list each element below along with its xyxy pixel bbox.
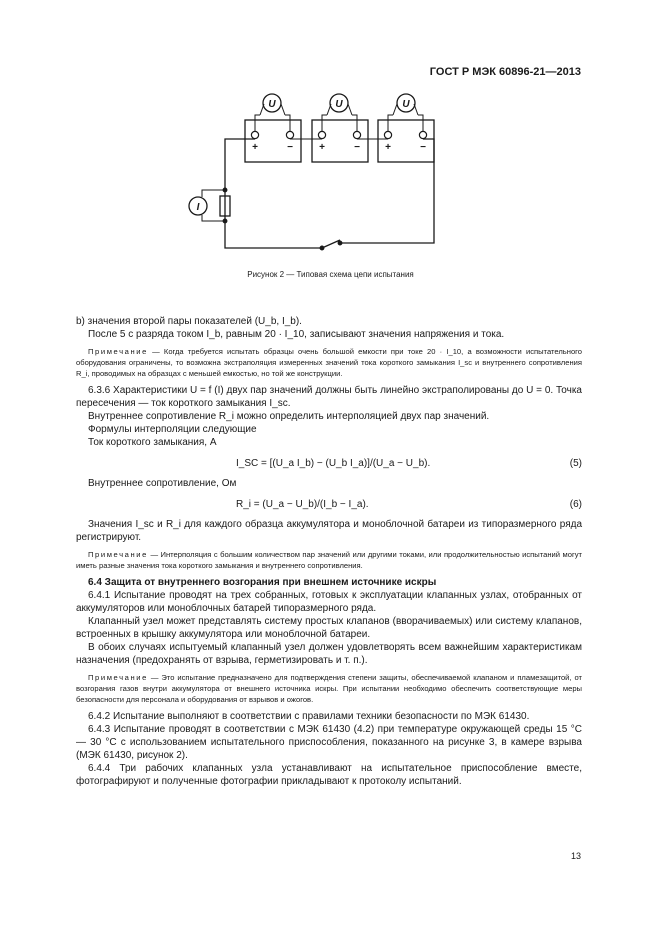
battery-cell-2 bbox=[312, 120, 368, 162]
paragraph-internal-resistance: Внутреннее сопротивление R_i можно определить интерполяцией двух пар значений. bbox=[88, 411, 490, 422]
formula-5-expression: I_SC = [(U_a I_b) − (U_b I_a)]/(U_a − U_b). bbox=[236, 458, 431, 469]
figure-caption: Рисунок 2 — Типовая схема цепи испытания bbox=[247, 270, 414, 279]
paragraph-6-4-3: 6.4.3 Испытание проводят в соответствии с МЭК 61430 (4.2) при температуре окружающей среды 15 °С — 30 °С с использованием испытательного приспособления, показанного на рисунке 3, в камере взрыва (МЭК 61430, рисунок 2). bbox=[76, 724, 582, 761]
note-label: Примечание bbox=[88, 550, 148, 559]
voltmeter-1-symbol: U bbox=[268, 99, 276, 110]
battery-cell-1 bbox=[245, 120, 301, 162]
note-2-text: — Интерполяция с большим количеством пар значений или другими токами, или продолжительностью испытаний могут иметь разные значения тока короткого замыкания и внутреннего сопротивления. bbox=[76, 550, 582, 570]
minus-sign-1: − bbox=[287, 142, 293, 153]
paragraph-6-3-6: 6.3.6 Характеристики U = f (I) двух пар значений должны быть линейно экстраполированы до U = 0. Точка пересечения — ток короткого замыкания I_sc. bbox=[76, 385, 582, 409]
ammeter-symbol: I bbox=[196, 202, 200, 213]
note-label: Примечание bbox=[88, 673, 148, 682]
paragraph-6-4-4: 6.4.4 Три рабочих клапанных узла устанавливают на испытательное приспособление вместе, фотографируют и полученные фотографии прикладывают к протоколу испытаний. bbox=[76, 763, 582, 787]
document-code-header: ГОСТ Р МЭК 60896-21—2013 bbox=[429, 66, 581, 78]
plus-sign-3: + bbox=[385, 142, 391, 153]
minus-sign-2: − bbox=[354, 142, 360, 153]
paragraph-6-4-1: 6.4.1 Испытание проводят на трех собранных, готовых к эксплуатации клапанных узлах, отобранных от аккумуляторов или моноблочных батарей типоразмерного ряда. bbox=[76, 590, 582, 614]
section-heading-6-4: 6.4 Защита от внутреннего возгорания при внешнем источнике искры bbox=[88, 577, 437, 588]
note-1-text: — Когда требуется испытать образцы очень большой емкости при токе 20 · I_10, а возможности испытательного оборудования ограничены, то возможна экстраполяция измеренных значений тока короткого замыкания I_sc и внутреннего сопротивления R_i, проводимых на образцах с меньшей емкостью, но той же конструкции. bbox=[76, 347, 582, 378]
page-number: 13 bbox=[570, 851, 581, 861]
paragraph-formulas-intro: Формулы интерполяции следующие bbox=[88, 424, 257, 435]
note-3-text: — Это испытание предназначено для подтверждения степени защиты, обеспечиваемой клапаном и пламезащитой, от возгорания газов внутри аккумулятора от внешнего источника искры. При испытании необходимо обеспечить соответствующие меры безопасности для персонала и оборудования от взрывов и ожогов. bbox=[76, 673, 582, 704]
note-1 bbox=[76, 346, 582, 379]
note-3 bbox=[76, 672, 582, 705]
voltmeter-3-symbol: U bbox=[402, 99, 410, 110]
voltmeter-2-symbol: U bbox=[335, 99, 343, 110]
formula-6-expression: R_i = (U_a − U_b)/(I_b − I_a). bbox=[236, 499, 369, 510]
minus-sign-3: − bbox=[420, 142, 426, 153]
formula-5-number: (5) bbox=[569, 458, 582, 469]
note-label: Примечание bbox=[88, 347, 148, 356]
formula-6 bbox=[76, 495, 582, 513]
paragraph-resistance-ohm: Внутреннее сопротивление, Ом bbox=[88, 478, 237, 489]
paragraph-values-registered: Значения I_sc и R_i для каждого образца аккумулятора и моноблочной батареи из типоразмерного ряда регистрируют. bbox=[76, 519, 582, 543]
paragraph-b-item: b) значения второй пары показателей (U_b, I_b). bbox=[76, 316, 302, 327]
test-circuit-diagram bbox=[180, 88, 460, 260]
circuit-switch bbox=[322, 240, 340, 248]
paragraph-valve-unit: Клапанный узел может представлять систему простых клапанов (вворачиваемых) или систему клапанов, встроенных в крышку аккумулятора или моноблочной батареи. bbox=[76, 616, 582, 640]
paragraph-both-cases: В обоих случаях испытуемый клапанный узел должен удовлетворять всем важнейшим характеристикам назначения (предохранять от взрыва, герметизировать и т. п.). bbox=[76, 642, 582, 666]
paragraph-after-5s: После 5 с разряда током I_b, равным 20 · I_10, записывают значения напряжения и тока. bbox=[88, 329, 505, 340]
note-2 bbox=[76, 549, 582, 571]
formula-6-number: (6) bbox=[569, 499, 582, 510]
plus-sign-2: + bbox=[319, 142, 325, 153]
circuit-wire bbox=[225, 139, 322, 248]
formula-5 bbox=[76, 454, 582, 472]
document-body bbox=[76, 315, 582, 788]
battery-cell-3 bbox=[378, 120, 434, 162]
paragraph-6-4-2: 6.4.2 Испытание выполняют в соответствии с правилами техники безопасности по МЭК 61430. bbox=[88, 711, 530, 722]
paragraph-short-circuit-current: Ток короткого замыкания, А bbox=[88, 437, 217, 448]
plus-sign-1: + bbox=[252, 142, 258, 153]
